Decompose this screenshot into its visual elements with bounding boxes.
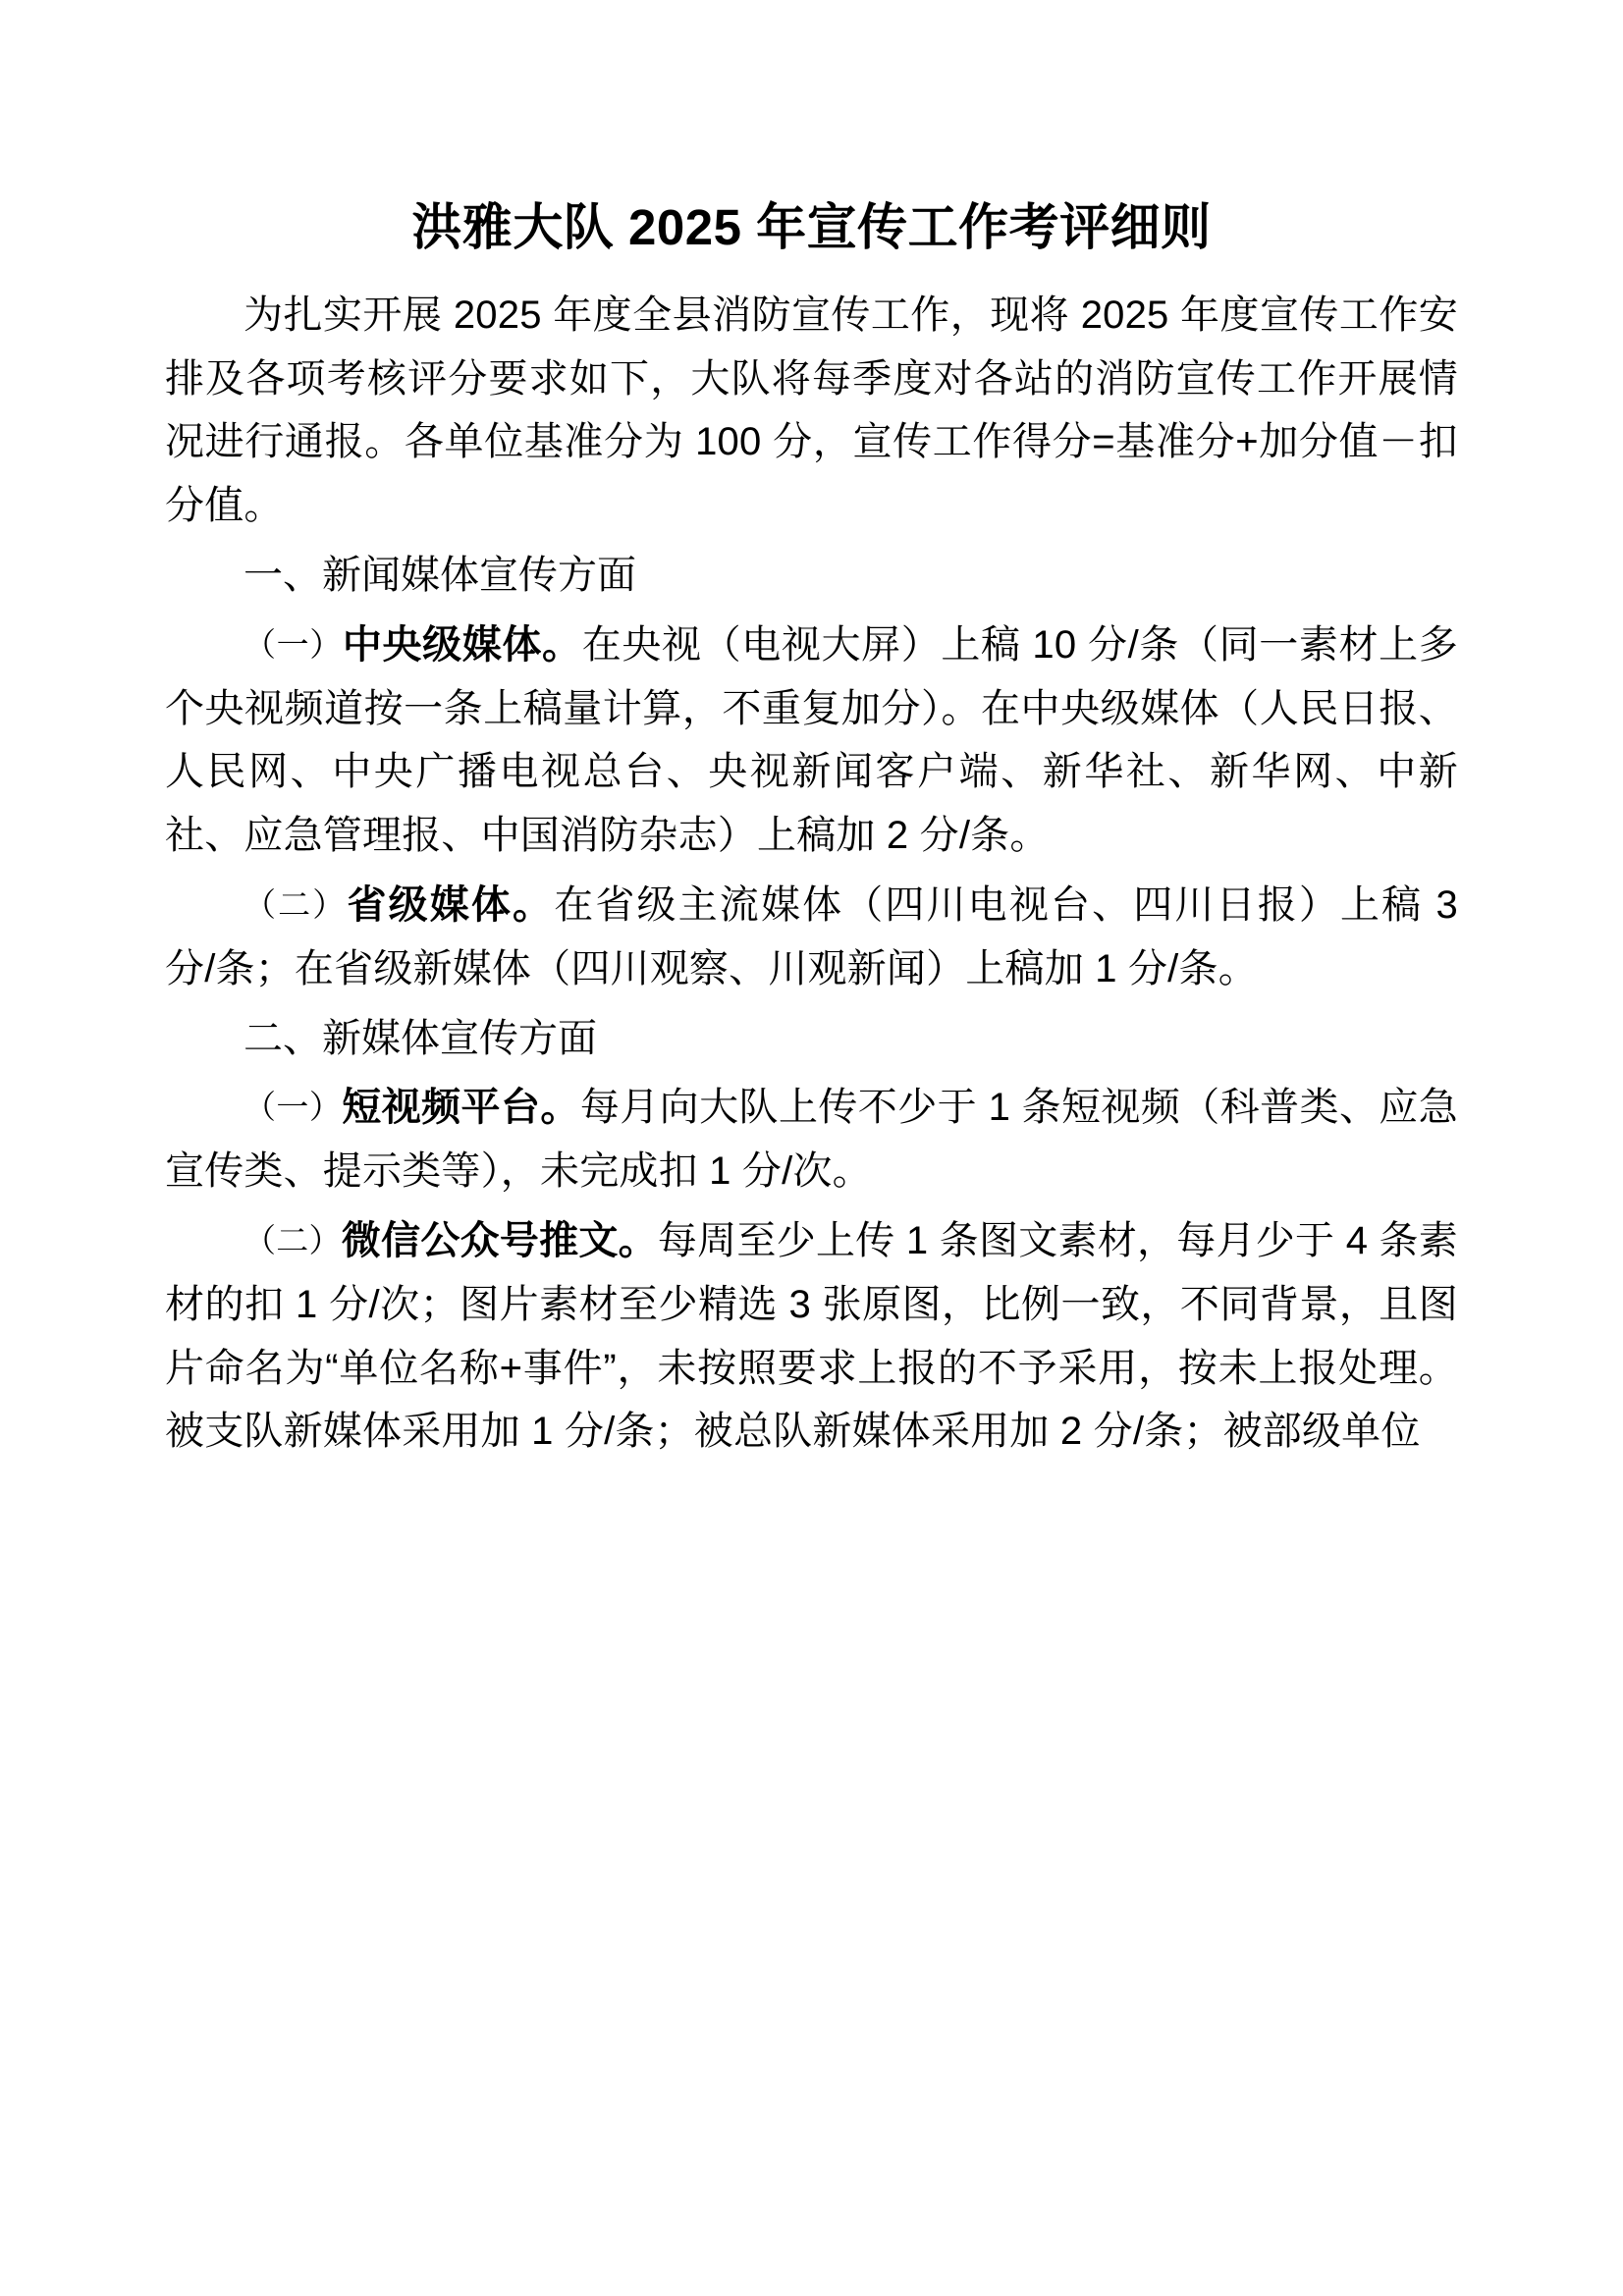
section-2-item-2	[165, 1209, 1458, 1464]
section-1-item-2	[165, 874, 1458, 1001]
item-label: 短视频平台。	[342, 1086, 580, 1130]
section-heading-2: 二、新媒体宣传方面	[243, 1016, 597, 1060]
item-text: 在省级主流媒体（四川电视台、四川日报）上稿 3 分/条；在省级新媒体（四川观察、川观新闻）上稿加 1 分/条。	[165, 883, 1459, 990]
item-text: 每周至少上传 1 条图文素材，每月少于 4 条素材的扣 1 分/次；图片素材至少精选 3 张原图，比例一致，不同背景，且图片命名为“单位名称+事件”，未按照要求上报的不予采用，按未上报处理。被支队新媒体采用加 1 分/条；被总队新媒体采用加 2 分/条；被部级单位	[165, 1219, 1458, 1454]
page-title: 洪雅大队 2025 年宣传工作考评细则	[411, 199, 1212, 255]
item-label: 中央级媒体。	[342, 622, 582, 667]
intro-paragraph: 为扎实开展 2025 年度全县消防宣传工作，现将 2025 年度宣传工作安排及各项考核评分要求如下，大队将每季度对各站的消防宣传工作开展情况进行通报。各单位基准分为 100 分，宣传工作得分=基准分+加分值－扣分值。	[165, 293, 1458, 528]
section-heading-1: 一、新闻媒体宣传方面	[243, 554, 636, 598]
item-marker: （一）	[243, 1089, 343, 1126]
item-marker: （二）	[243, 1222, 342, 1258]
section-2-item-1	[165, 1076, 1458, 1203]
item-marker: （一）	[243, 625, 343, 663]
item-text: 在央视（电视大屏）上稿 10 分/条（同一素材上多个央视频道按一条上稿量计算，不重复加分）。在中央级媒体（人民日报、人民网、中央广播电视总台、央视新闻客户端、新华社、新华网、中新社、应急管理报、中国消防杂志）上稿加 2 分/条。	[165, 622, 1459, 858]
item-label: 省级媒体。	[347, 883, 555, 928]
item-marker: （二）	[243, 886, 348, 924]
item-label: 微信公众号推文。	[341, 1219, 658, 1262]
section-1-item-1	[165, 614, 1458, 868]
item-text: 每月向大队上传不少于 1 条短视频（科普类、应急宣传类、提示类等），未完成扣 1 分/次。	[165, 1086, 1459, 1194]
